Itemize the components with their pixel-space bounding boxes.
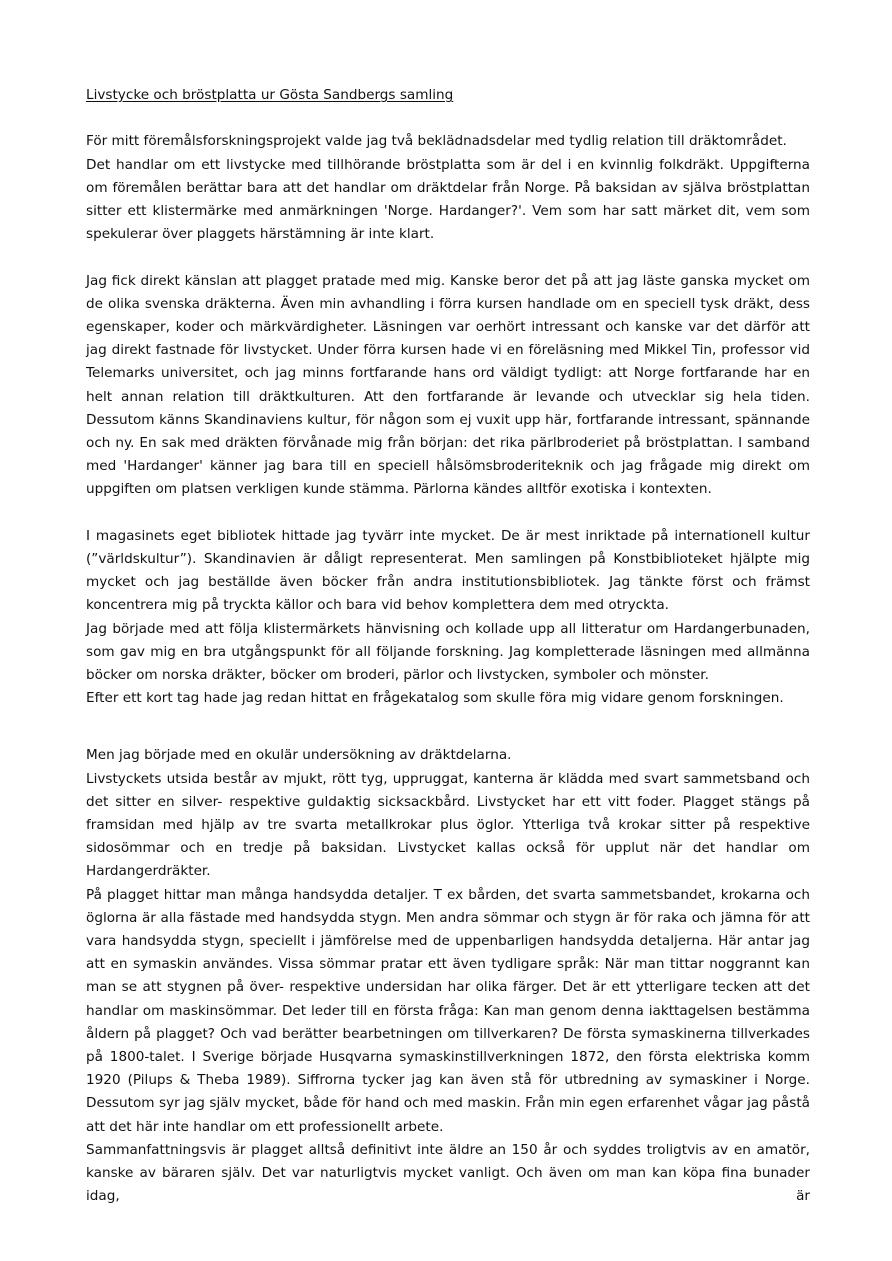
paragraph: Men jag började med en okulär undersökning av dräktdelarna. bbox=[86, 747, 512, 764]
paragraph: På plagget hittar man många handsydda detaljer. T ex bården, det svarta sammetsbandet, krokarna och öglorna är alla fästade med handsydda stygn. Men andra sömmar och stygn är för raka och jämna för att vara handsydda stygn, speciellt i jämförelse med de uppenbarligen handsydda detaljerna. Här antar jag att en symaskin användes. Vissa sömmar pratar ett även tydligare språk: När man tittar noggrannt kan man se att stygnen på över- respektive undersidan har olika färger. Det är ett ytterligare tecken att det handlar om maskinsömmar. Det leder till en första fråga: Kan man genom denna iakttagelsen bestämma åldern på plagget? Och vad berätter bearbetningen om tillverkaren? De första symaskinerna tillverkades på 1800-talet. I Sverige började Husqvarna symaskinstillverkningen 1872, den första elektriska komm 1920 (Pilups & Theba 1989). Siffrorna tycker jag kan även stå för utbredning av symaskiner i Norge. Dessutom syr jag själv mycket, både för hand och med maskin. Från min egen erfarenhet vågar jag påstå att det här inte handlar om ett professionellt arbete. bbox=[86, 886, 810, 1135]
paragraph: Jag fick direkt känslan att plagget pratade med mig. Kanske beror det på att jag läste ganska mycket om de olika svenska dräkterna. Även min avhandling i förra kursen handlade om en speciell tysk dräkt, dess egenskaper, koder och märkvärdigheter. Läsningen var oerhört intressant och kanske var det därför att jag direkt fastnade för livstycket. Under förra kursen hade vi en föreläsning med Mikkel Tin, professor vid Telemarks universitet, och jag minns fortfarande hans ord väldigt tydligt: att Norge fortfarande har en helt annan relation till dräktkulturen. Att den fortfarande är levande och utvecklar sig hela tiden. Dessutom känns Skandinaviens kultur, för någon som ej vuxit upp här, fortfarande intressant, spännande och ny. En sak med dräkten förvånade mig från början: det rika pärlbroderiet på bröstplattan. I samband med 'Hardanger' känner jag bara till en speciell hålsömsbroderiteknik och jag frågade mig direkt om uppgiften om platsen verkligen kunde stämma. Pärlorna kändes alltför exotiska i kontexten. bbox=[86, 272, 810, 498]
document-body bbox=[86, 84, 810, 1232]
paragraph: I magasinets eget bibliotek hittade jag tyvärr inte mycket. De är mest inriktade på internationell kultur (”världskultur”). Skandinavien är dåligt representerat. Men samlingen på Konstbiblioteket hjälpte mig mycket och jag beställde även böcker från andra institutionsbibliotek. Jag tänkte först och främst koncentrera mig på tryckta källor och bara vid behov komplettera dem med otryckta. bbox=[86, 527, 810, 614]
section-intro bbox=[86, 130, 810, 246]
paragraph: Det handlar om ett livstycke med tillhörande bröstplatta som är del i en kvinnlig folkdräkt. Uppgifterna om föremålen berättar bara att det handlar om dräktdelar från Norge. På baksidan av själva bröstplattan sitter ett klistermärke med anmärkningen 'Norge. Hardanger?'. Vem som har satt märket dit, vem som spekulerar över plaggets härstämning är inte klart. bbox=[86, 156, 810, 243]
paragraph: Efter ett kort tag hade jag redan hittat en frågekatalog som skulle föra mig vidare genom forskningen. bbox=[86, 690, 784, 707]
paragraph: Jag började med att följa klistermärkets hänvisning och kollade upp all litteratur om Hardangerbunaden, som gav mig en bra utgångspunkt för all följande forskning. Jag kompletterade läsningen med allmänna böcker om norska dräkter, böcker om broderi, pärlor och livstycken, symboler och mönster. bbox=[86, 620, 810, 684]
section-first-impression bbox=[86, 270, 810, 502]
section-sources bbox=[86, 525, 810, 711]
paragraph: Sammanfattningsvis är plagget alltså definitivt inte äldre an 150 år och syddes troligtvis av en amatör, kanske av bäraren själv. Det var naturligtvis mycket vanligt. Och även om man kan köpa fina bunader idag, är bbox=[86, 1141, 810, 1205]
document-title: Livstycke och bröstplatta ur Gösta Sandbergs samling bbox=[86, 87, 454, 103]
paragraph: För mitt föremålsforskningsprojekt valde jag två beklädnadsdelar med tydlig relation till dräktområdet. bbox=[86, 133, 787, 150]
paragraph: Livstyckets utsida består av mjukt, rött tyg, uppruggat, kanterna är klädda med svart sammetsband och det sitter en silver- respektive guldaktig sicksackbård. Livstycket har ett vitt foder. Plagget stängs på framsidan med hjälp av tre svarta metallkrokar plus öglor. Ytterliga två krokar sitter på respektive sidosömmar och en tredje på baksidan. Livstycket kallas också för upplut när det handlar om Hardangerdräkter. bbox=[86, 770, 810, 880]
section-examination bbox=[86, 744, 810, 1208]
